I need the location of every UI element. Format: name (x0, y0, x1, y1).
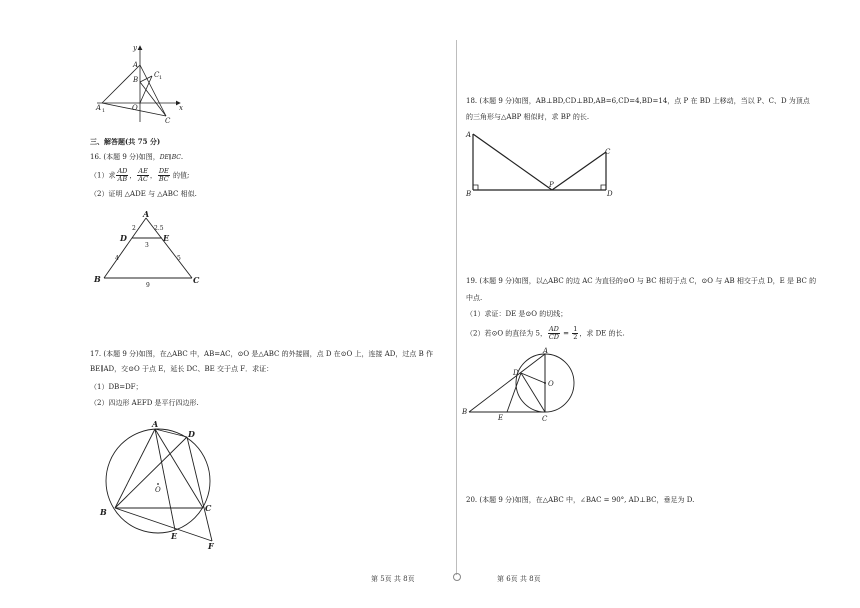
fig17-label-B: B (100, 507, 107, 517)
fig16-label-A: A (143, 209, 150, 219)
fig16-num-3: 3 (145, 242, 149, 249)
fig16-num-2: 2 (132, 225, 136, 232)
q18-line1: 18. (本题 9 分)如图，AB⊥BD,CD⊥BD,AB=6,CD=4,BD=14，点 P 在 BD 上移动，当以 P、C、D 为顶点 (466, 97, 810, 105)
fig19-label-D: D (513, 369, 519, 377)
fig17-label-C: C (205, 503, 212, 513)
coordinate-axes-figure (92, 40, 192, 125)
frac-ad-cd: $\frac{AD}{CD}$ (548, 325, 560, 341)
fig19-label-C: C (542, 415, 548, 423)
q17-line1: 17. (本题 9 分)如图，在△ABC 中，AB=AC，⊙O 是△ABC 的外接圆，点 D 在⊙O 上，连接 AD，过点 B 作 (90, 350, 433, 358)
label-C: C (165, 117, 171, 125)
fig16-label-C: C (193, 275, 200, 285)
q20-line1: 20. (本题 9 分)如图，在△ABC 中，∠BAC = 90°, AD⊥BC，垂足为 D. (466, 496, 695, 504)
fig18-label-A: A (466, 131, 472, 139)
footer-right-page: 第 6页 共 8页 (497, 575, 541, 583)
triangle-figure-16 (92, 208, 204, 290)
label-C1-sub: 1 (159, 75, 163, 81)
fig16-num-4: 4 (115, 255, 119, 262)
fig16-num-25: 2.5 (154, 225, 164, 232)
fig16-label-B: B (94, 274, 101, 284)
q17-part2: （2）四边形 AEFD 是平行四边形. (90, 399, 199, 407)
frac-one-half: $\frac{1}{2}$ (573, 325, 578, 341)
fig17-label-E: E (171, 531, 178, 541)
label-A: A (133, 61, 139, 69)
section-title: 三、解答题(共 75 分) (90, 137, 161, 146)
label-O: O (132, 104, 138, 112)
q19-part2: （2）若⊙O 的直径为 5， $\frac{AD}{CD}$ = $\frac{1}{2}$ ，求 DE 的长. (466, 325, 625, 341)
fig18-label-D: D (607, 190, 613, 198)
footer-left-page: 第 5页 共 8页 (371, 575, 415, 583)
fig19-label-A: A (543, 347, 549, 355)
fig17-label-A: A (152, 419, 159, 429)
fig18-label-P: P (549, 181, 554, 189)
label-x: x (179, 104, 183, 112)
label-C1: C (154, 71, 160, 79)
page-divider (456, 40, 457, 575)
q18-line2: 的三角形与△ABP 相似时，求 BP 的长. (466, 113, 590, 121)
fig17-label-D: D (188, 429, 195, 439)
q16-part2: （2）证明 △ADE 与 △ABC 相似. (90, 190, 197, 198)
fig17-label-F: F (208, 541, 214, 551)
q19-line2: 中点. (466, 294, 483, 302)
frac-de-bc: $\frac{DE}{BC}$ (158, 167, 169, 183)
fig16-label-E: E (163, 233, 170, 243)
fig19-label-B: B (462, 408, 468, 416)
fig19-label-O: O (548, 380, 554, 388)
q19-part1: （1）求证：DE 是⊙O 的切线； (466, 310, 568, 318)
q17-part1: （1）DB=DF； (90, 383, 143, 391)
label-B: B (133, 76, 139, 84)
binding-circle-icon (453, 573, 461, 581)
q16-part1: （1）求 $\frac{AD}{AB}$ ， $\frac{AE}{AC}$ ， $\frac{DE}{BC}$ 的值; (90, 167, 190, 183)
figure-19 (462, 345, 587, 425)
label-A1: A (96, 104, 102, 112)
fig18-label-C: C (605, 148, 611, 156)
label-y: y (133, 44, 137, 52)
q17-line2: BE∥AD，交⊙O 于点 E，延长 DC、BE 交于点 F．求证： (90, 365, 274, 373)
label-A1-sub: 1 (102, 108, 106, 114)
frac-ae-ac: $\frac{AE}{AC}$ (138, 167, 148, 183)
circle-figure-17 (95, 415, 230, 550)
q16-stem: 16. (本题 9 分)如图，DE∥BC. (90, 153, 184, 161)
fig16-num-5: 5 (177, 255, 181, 262)
fig18-label-B: B (466, 190, 472, 198)
figure-18 (462, 128, 622, 198)
fig19-label-E: E (498, 414, 504, 422)
fig17-label-O: O (155, 486, 161, 494)
frac-ad-ab: $\frac{AD}{AB}$ (117, 167, 128, 183)
q19-line1: 19. (本题 9 分)如图，以△ABC 的边 AC 为直径的⊙O 与 BC 相切于点 C，⊙O 与 AB 相交于点 D，E 是 BC 的 (466, 277, 817, 285)
fig16-num-9: 9 (146, 282, 150, 289)
fig16-label-D: D (120, 233, 127, 243)
